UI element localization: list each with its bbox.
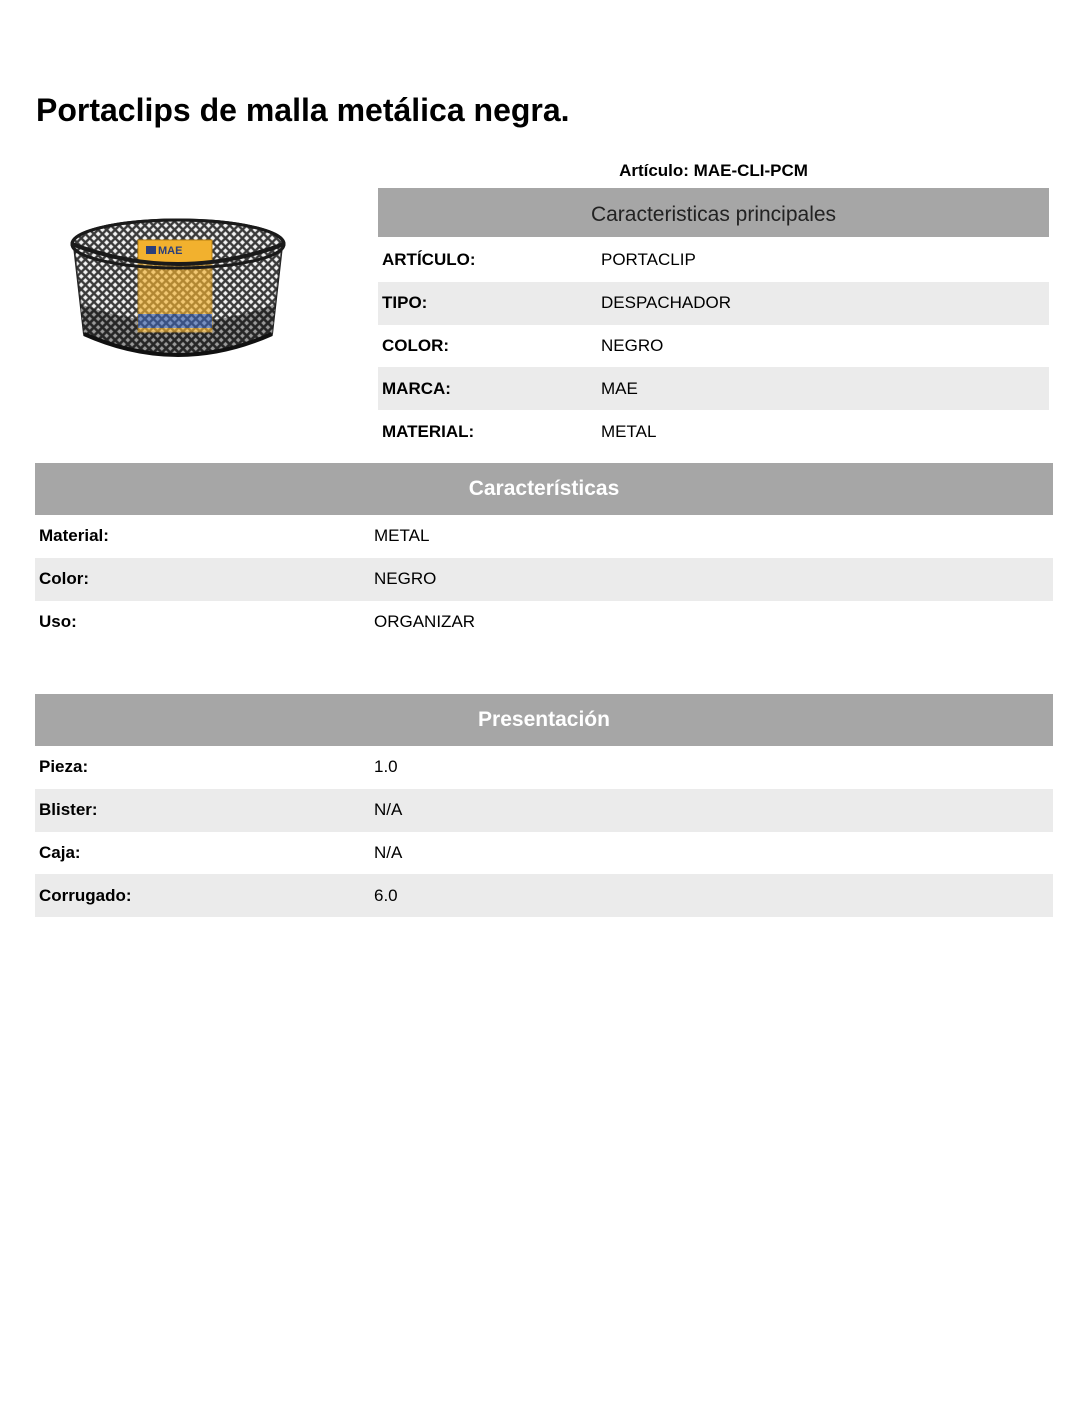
row-value: 6.0 <box>374 885 398 905</box>
table-row <box>35 746 1053 789</box>
main-features-heading: Caracteristicas principales <box>378 188 1049 239</box>
row-value: METAL <box>601 421 657 441</box>
table-row <box>35 874 1053 917</box>
table-row <box>378 367 1049 410</box>
presentation-heading: Presentación <box>35 694 1053 746</box>
row-value: NEGRO <box>601 335 664 355</box>
row-value: PORTACLIP <box>601 250 696 270</box>
features-section <box>35 463 1053 643</box>
row-key: MARCA: <box>382 378 451 398</box>
page-title: Portaclips de malla metálica negra. <box>36 92 570 128</box>
row-value: NEGRO <box>374 569 437 589</box>
row-value: METAL <box>374 526 430 546</box>
brand-label-text: MAE <box>158 245 183 257</box>
table-row <box>378 410 1049 453</box>
row-value: MAE <box>601 378 638 398</box>
row-key: Color: <box>39 569 90 589</box>
table-row <box>378 239 1049 282</box>
row-key: Material: <box>39 526 109 546</box>
table-row <box>35 832 1053 875</box>
row-value: ORGANIZAR <box>374 611 476 631</box>
row-value: 1.0 <box>374 757 398 777</box>
features-heading: Características <box>35 463 1053 515</box>
table-row <box>378 282 1049 325</box>
table-row <box>378 325 1049 368</box>
row-key: Corrugado: <box>39 885 132 905</box>
row-value: N/A <box>374 800 403 820</box>
row-key: Blister: <box>39 800 98 820</box>
main-features-table <box>378 188 1049 453</box>
table-row <box>35 789 1053 832</box>
row-key: Pieza: <box>39 757 89 777</box>
product-image <box>60 200 300 380</box>
table-row <box>35 515 1053 558</box>
table-row <box>35 558 1053 601</box>
article-code: Artículo: MAE-CLI-PCM <box>619 161 808 180</box>
row-key: ARTÍCULO: <box>382 250 476 270</box>
row-value: DESPACHADOR <box>601 293 732 313</box>
row-key: Uso: <box>39 611 77 631</box>
mesh-basket-image <box>60 200 300 380</box>
row-key: MATERIAL: <box>382 421 475 441</box>
presentation-section <box>35 694 1053 917</box>
table-row <box>35 601 1053 644</box>
row-key: Caja: <box>39 842 81 862</box>
row-key: TIPO: <box>382 293 428 313</box>
row-value: N/A <box>374 842 403 862</box>
row-key: COLOR: <box>382 335 450 355</box>
